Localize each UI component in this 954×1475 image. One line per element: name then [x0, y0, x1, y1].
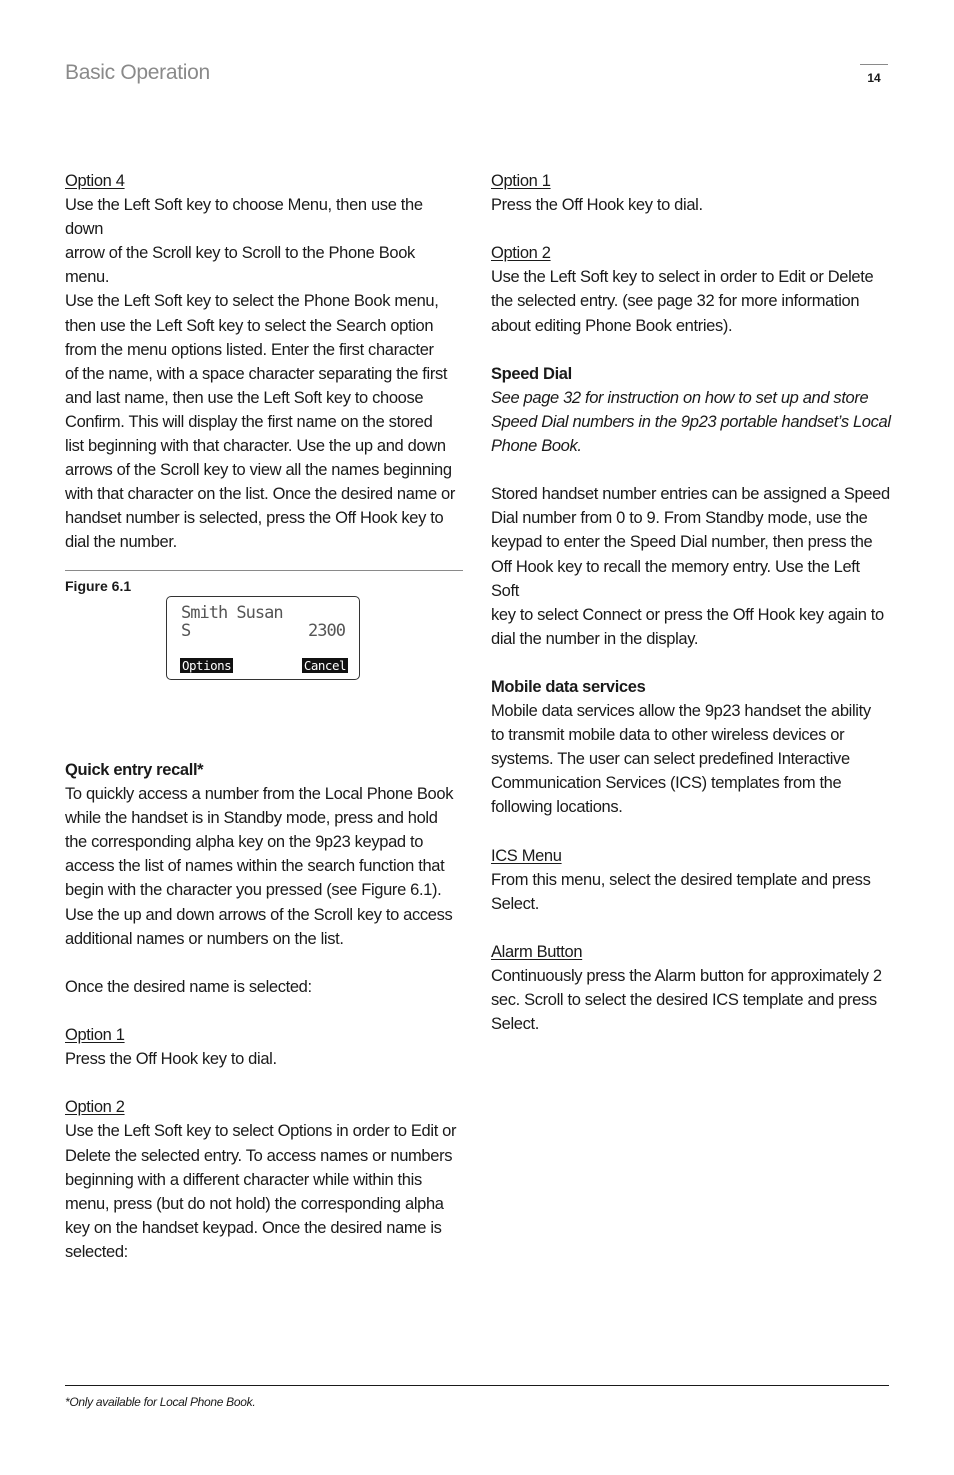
text-line: arrows of the Scroll key to view all the names beginning — [65, 461, 452, 480]
text-line: the selected entry. (see page 32 for more information — [491, 292, 860, 311]
left-option1-heading: Option 1 — [65, 1026, 125, 1045]
alarm-button-body — [491, 964, 891, 1036]
text-line: then use the Left Soft key to select the Search option — [65, 316, 434, 335]
left-option1-text: Press the Off Hook key to dial. — [65, 1050, 277, 1069]
text-line: handset number is selected, press the Off Hook key to — [65, 509, 444, 528]
display-cancel-softkey: Cancel — [303, 658, 346, 673]
text-line: beginning with a different character while within this — [65, 1170, 422, 1189]
text-line: keypad to enter the Speed Dial number, then press the — [491, 533, 873, 552]
mobile-data-heading: Mobile data services — [491, 677, 646, 696]
text-line: Use the Left Soft key to choose Menu, then use the down — [65, 196, 423, 239]
option4-body — [65, 193, 463, 554]
right-column — [491, 169, 891, 1036]
text-line: key to select Connect or press the Off Hook key again to — [491, 605, 884, 624]
text-line: additional names or numbers on the list. — [65, 929, 344, 948]
text-line: Use the Left Soft key to select the Phone Book menu, — [65, 292, 439, 311]
text-line: key on the handset keypad. Once the desired name is — [65, 1218, 442, 1237]
text-line: Stored handset number entries can be assigned a Speed — [491, 485, 890, 504]
option4-heading: Option 4 — [65, 172, 125, 190]
text-line: dial the number. — [65, 533, 177, 552]
ics-menu-body — [491, 868, 891, 916]
text-line: Off Hook key to recall the memory entry. Use the Left Soft — [491, 557, 860, 600]
text-line: to transmit mobile data to other wireless devices or — [491, 726, 845, 745]
display-options-softkey: Options — [182, 658, 232, 673]
text-line: selected: — [65, 1242, 128, 1261]
text-line: To quickly access a number from the Local Phone Book — [65, 785, 454, 804]
once-selected-text: Once the desired name is selected: — [65, 977, 312, 996]
section-title: Basic Operation — [65, 61, 210, 84]
page-number: 14 — [867, 71, 881, 85]
text-line: Delete the selected entry. To access names or numbers — [65, 1146, 453, 1165]
text-line: sec. Scroll to select the desired ICS template and press — [491, 991, 877, 1010]
text-line: access the list of names within the search function that — [65, 857, 445, 876]
text-line: Continuously press the Alarm button for approximately 2 — [491, 967, 882, 986]
text-line: of the name, with a space character separating the first — [65, 364, 448, 383]
footnote: *Only available for Local Phone Book. — [65, 1395, 256, 1409]
quick-entry-body — [65, 782, 463, 951]
text-line: Use the Left Soft key to select in order to Edit or Delete — [491, 268, 874, 287]
speed-dial-heading: Speed Dial — [491, 364, 572, 383]
right-option2-body — [491, 265, 891, 337]
speed-dial-note — [491, 386, 891, 458]
text-line: about editing Phone Book entries). — [491, 316, 733, 335]
text-line: dial the number in the display. — [491, 629, 699, 648]
right-option2-heading: Option 2 — [491, 244, 551, 263]
text-line: begin with the character you pressed (see Figure 6.1). — [65, 881, 442, 900]
text-line: Use the Left Soft key to select Options in order to Edit or — [65, 1122, 457, 1141]
text-line: with that character on the list. Once the desired name or — [65, 485, 456, 504]
text-line: menu, press (but do not hold) the corresponding alpha — [65, 1194, 444, 1213]
text-line: while the handset is in Standby mode, press and hold — [65, 809, 438, 828]
handset-display — [166, 596, 360, 680]
text-line: Use the up and down arrows of the Scroll key to access — [65, 905, 453, 924]
text-line: Communication Services (ICS) templates from the — [491, 774, 842, 793]
text-line: following locations. — [491, 798, 623, 817]
right-option1-heading: Option 1 — [491, 172, 551, 190]
text-line: Mobile data services allow the 9p23 handset the ability — [491, 702, 871, 721]
text-line: See page 32 for instruction on how to set up and store — [491, 388, 869, 407]
text-line: systems. The user can select predefined Interactive — [491, 750, 850, 769]
display-initial: S — [181, 621, 192, 641]
text-line: and last name, then use the Left Soft key to choose — [65, 388, 424, 407]
alarm-button-heading: Alarm Button — [491, 943, 583, 961]
left-column — [65, 169, 463, 555]
text-line: Phone Book. — [491, 437, 582, 456]
figure-label: Figure 6.1 — [65, 578, 132, 594]
right-option1-text: Press the Off Hook key to dial. — [491, 196, 703, 215]
text-line: arrow of the Scroll key to Scroll to the Phone Book menu. — [65, 244, 415, 287]
text-line: From this menu, select the desired template and press — [491, 870, 871, 889]
text-line: list beginning with that character. Use the up and down — [65, 437, 446, 456]
left-option2-heading: Option 2 — [65, 1098, 125, 1117]
footer-rule — [65, 1385, 889, 1386]
text-line: Speed Dial numbers in the 9p23 portable handset’s Local — [491, 412, 891, 431]
speed-dial-body — [491, 482, 891, 651]
text-line: Confirm. This will display the first name on the stored — [65, 412, 433, 431]
page-number-rule — [860, 64, 888, 65]
display-contact-name: Smith Susan — [181, 603, 283, 623]
quick-entry-heading: Quick entry recall* — [65, 761, 204, 779]
left-option2-body — [65, 1119, 463, 1264]
mobile-data-body — [491, 699, 891, 819]
text-line: the corresponding alpha key on the 9p23 keypad to — [65, 833, 424, 852]
text-line: from the menu options listed. Enter the first character — [65, 340, 434, 359]
text-line: Select. — [491, 894, 539, 913]
left-column-lower — [65, 758, 463, 1264]
ics-menu-heading: ICS Menu — [491, 846, 562, 865]
text-line: Dial number from 0 to 9. From Standby mode, use the — [491, 509, 868, 528]
text-line: Select. — [491, 1015, 539, 1034]
display-number: 2300 — [308, 621, 345, 641]
figure-divider — [65, 570, 463, 571]
